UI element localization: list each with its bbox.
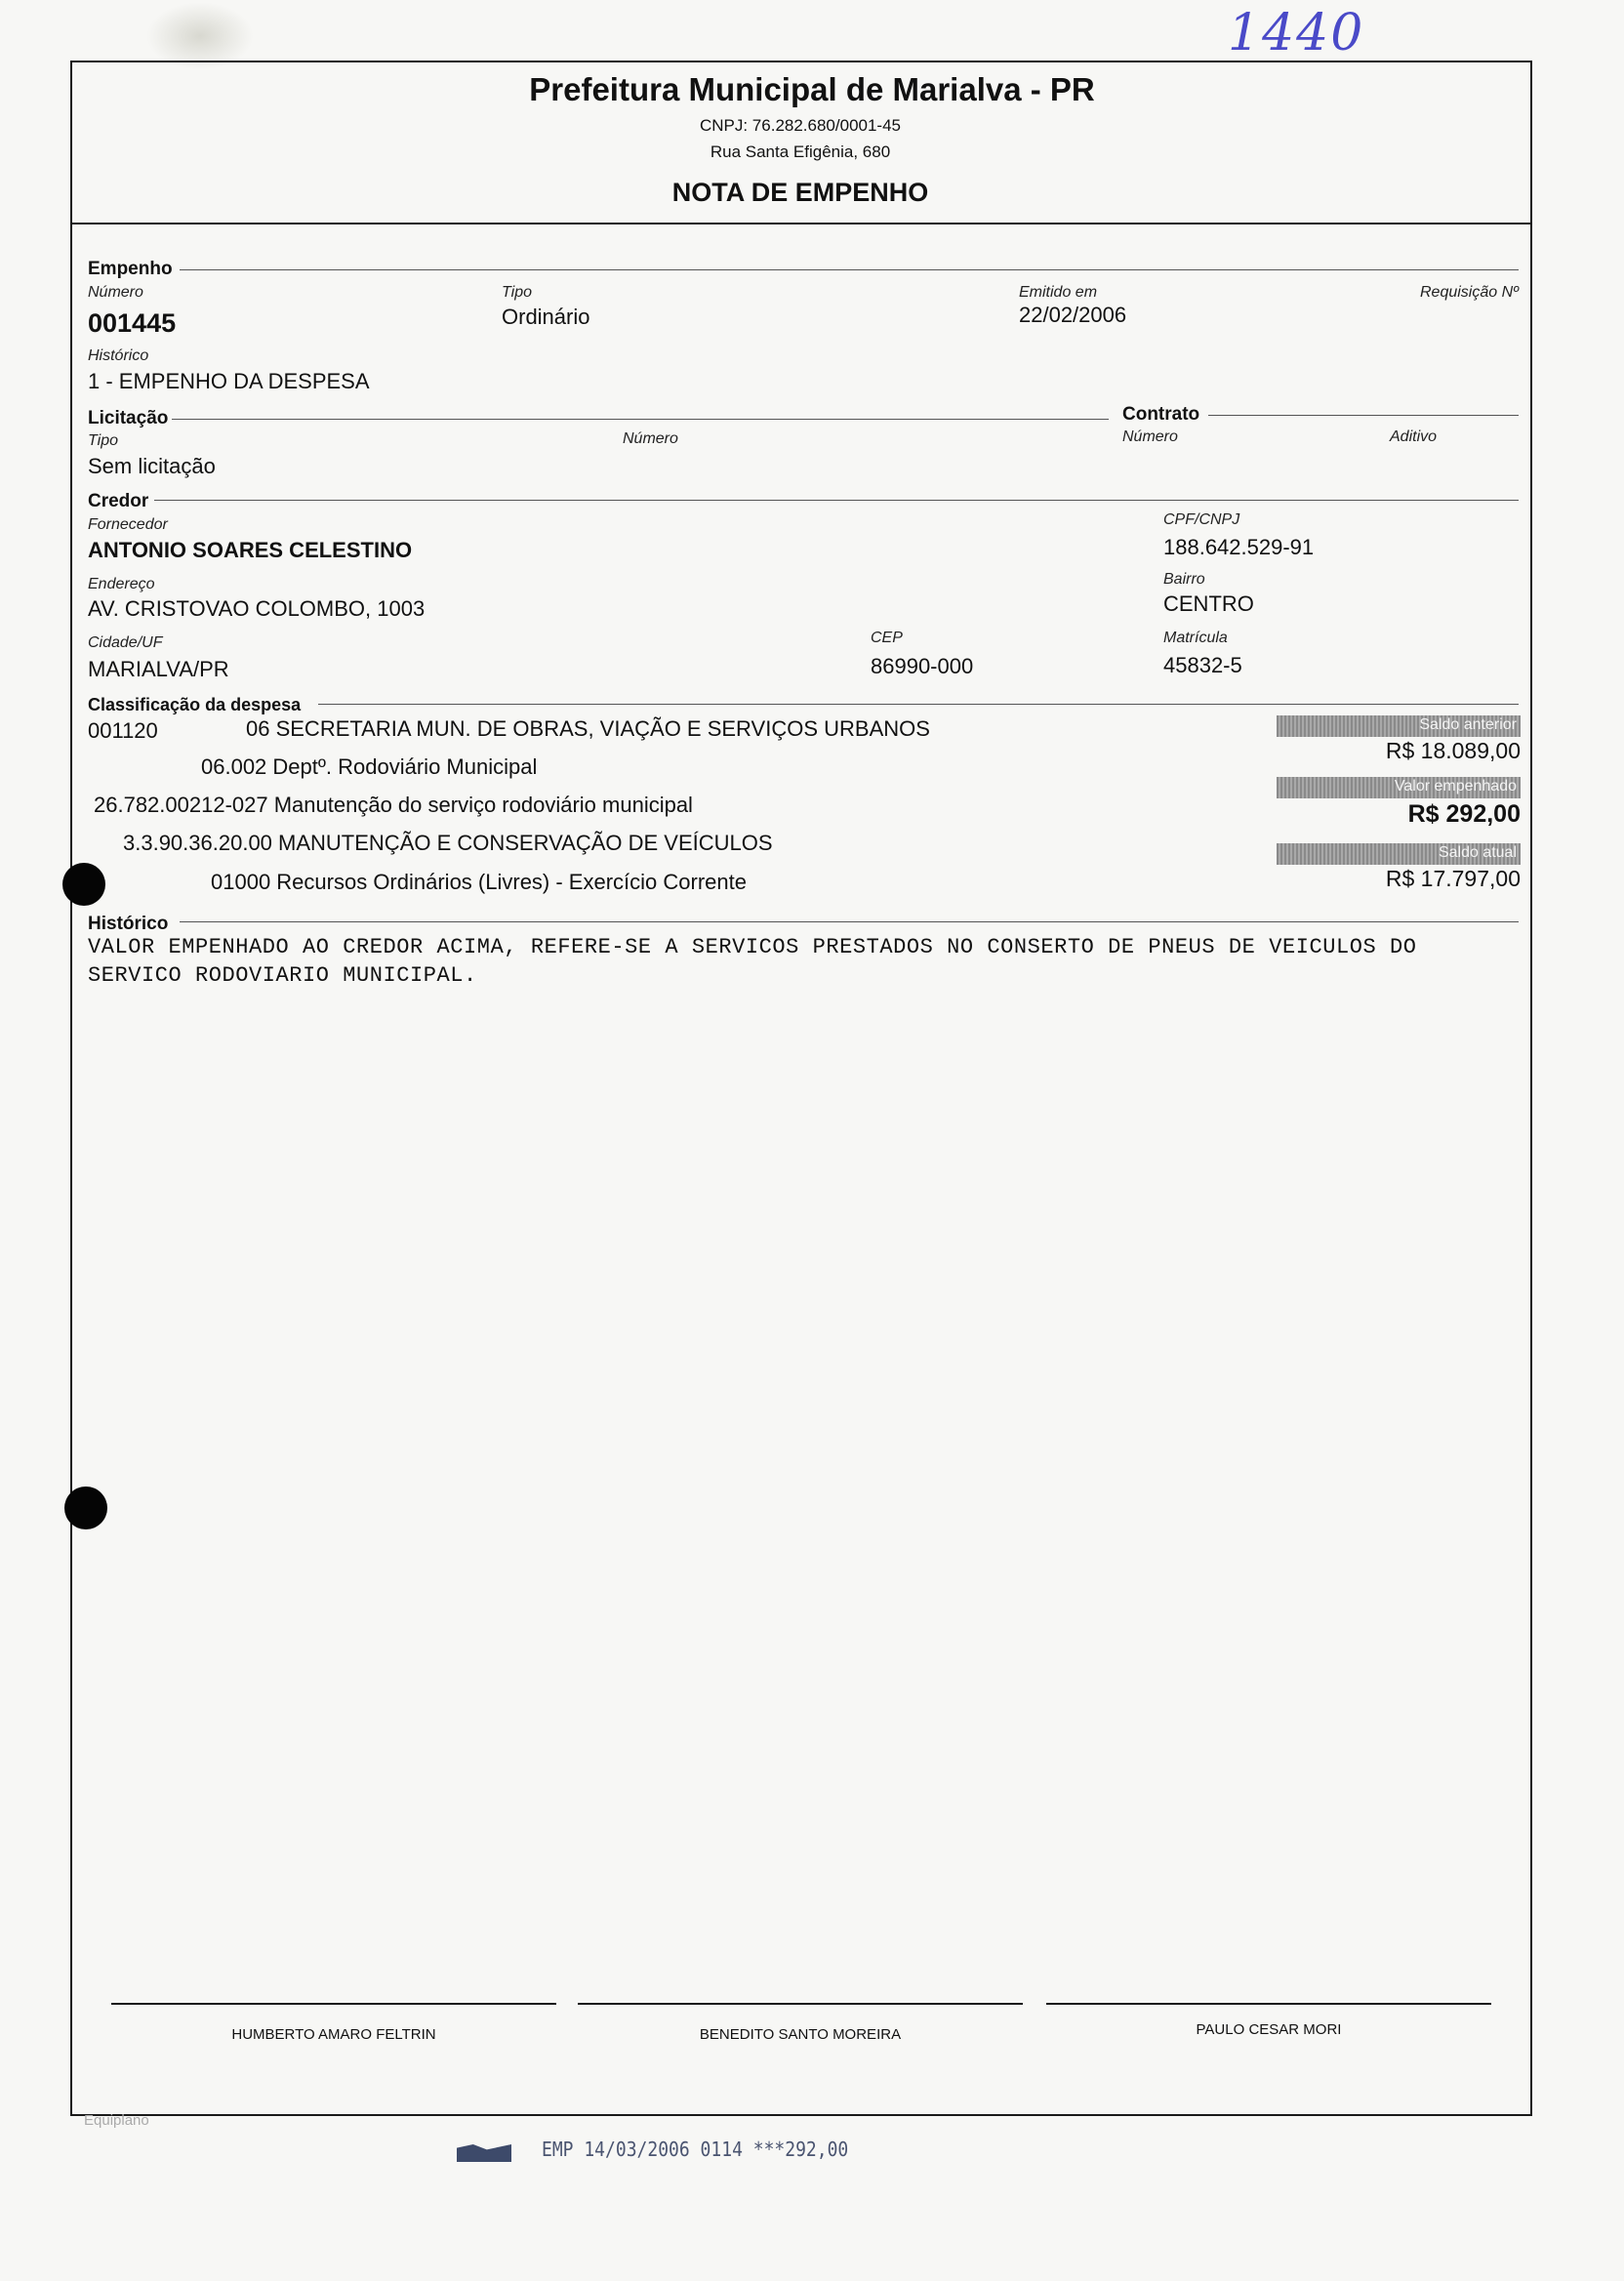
contrato-section-title: Contrato xyxy=(1122,404,1200,425)
classificacao-departamento: 06.002 Deptº. Rodoviário Municipal xyxy=(201,754,538,779)
fornecedor-label: Fornecedor xyxy=(88,516,168,533)
bairro-label: Bairro xyxy=(1163,571,1205,588)
matricula-label: Matrícula xyxy=(1163,630,1228,646)
empenho-historico-label: Histórico xyxy=(88,347,149,364)
cidade-label: Cidade/UF xyxy=(88,634,163,651)
empenho-section-title: Empenho xyxy=(88,259,173,279)
signature-line-3 xyxy=(1046,2003,1491,2005)
saldo-anterior-bar xyxy=(1277,715,1521,737)
emitido-label: Emitido em xyxy=(1019,284,1098,301)
empenho-tipo: Ordinário xyxy=(502,305,590,329)
licitacao-rule xyxy=(172,419,1109,420)
classificacao-secretaria: 06 SECRETARIA MUN. DE OBRAS, VIAÇÃO E SERVIÇOS URBANOS xyxy=(246,716,930,741)
cnpj-line: CNPJ: 76.282.680/0001-45 xyxy=(699,116,902,135)
cep-label: CEP xyxy=(871,630,903,646)
municipality-title: Prefeitura Municipal de Marialva - PR xyxy=(529,71,1095,107)
historico-rule xyxy=(180,921,1519,922)
cpf-label: CPF/CNPJ xyxy=(1163,511,1240,528)
contrato-aditivo-label: Aditivo xyxy=(1390,428,1438,445)
document-title: NOTA DE EMPENHO xyxy=(671,178,929,207)
requisicao-label: Requisição Nº xyxy=(1420,284,1519,301)
cidade-value: MARIALVA/PR xyxy=(88,657,229,681)
cep-value: 86990-000 xyxy=(871,654,974,678)
cpf-value: 188.642.529-91 xyxy=(1163,535,1315,559)
credor-section-title: Credor xyxy=(88,491,149,511)
classificacao-code: 001120 xyxy=(88,718,158,743)
saldo-atual-bar xyxy=(1277,843,1521,865)
header-divider xyxy=(70,223,1532,224)
valor-empenhado-bar xyxy=(1277,777,1521,798)
historico-line-1: VALOR EMPENHADO AO CREDOR ACIMA, REFERE-SE A SERVICOS PRESTADOS NO CONSERTO DE PNEUS DE VEICULOS DO xyxy=(88,935,1417,959)
classificacao-programa: 26.782.00212-027 Manutenção do serviço rodoviário municipal xyxy=(94,793,693,817)
classificacao-elemento: 3.3.90.36.20.00 MANUTENÇÃO E CONSERVAÇÃO DE VEÍCULOS xyxy=(123,831,773,855)
equiplano-brand: Equiplano xyxy=(84,2112,149,2129)
fornecedor-name: ANTONIO SOARES CELESTINO xyxy=(88,538,413,562)
emitido-date: 22/02/2006 xyxy=(1019,303,1127,327)
saldo-atual-value: R$ 17.797,00 xyxy=(1385,866,1521,891)
matricula-value: 45832-5 xyxy=(1163,653,1242,677)
empenho-tipo-label: Tipo xyxy=(502,284,532,301)
empenho-rule xyxy=(180,269,1519,270)
endereco-label: Endereço xyxy=(88,576,155,592)
signature-name-2: BENEDITO SANTO MOREIRA xyxy=(699,2026,902,2043)
licitacao-numero-label: Número xyxy=(623,430,678,447)
classificacao-recurso: 01000 Recursos Ordinários (Livres) - Exercício Corrente xyxy=(211,870,747,894)
punch-hole-bottom xyxy=(64,1487,107,1529)
address-line: Rua Santa Efigênia, 680 xyxy=(710,143,891,161)
saldo-atual-label: Saldo atual xyxy=(1438,844,1517,861)
contrato-numero-label: Número xyxy=(1122,428,1178,445)
signature-line-1 xyxy=(111,2003,556,2005)
contrato-rule xyxy=(1208,415,1519,416)
saldo-anterior-label: Saldo anterior xyxy=(1419,716,1517,733)
historico-section-title: Histórico xyxy=(88,914,169,934)
saldo-anterior-value: R$ 18.089,00 xyxy=(1385,738,1521,763)
mechanical-stamp: EMP 14/03/2006 0114 ***292,00 xyxy=(542,2138,849,2161)
valor-empenhado-value: R$ 292,00 xyxy=(1407,800,1521,828)
endereco-value: AV. CRISTOVAO COLOMBO, 1003 xyxy=(88,596,426,621)
handwritten-page-number: 1440 xyxy=(1228,4,1365,62)
signature-name-1: HUMBERTO AMARO FELTRIN xyxy=(231,2026,436,2043)
classificacao-section-title: Classificação da despesa xyxy=(88,695,302,714)
punch-hole-top xyxy=(62,863,105,906)
signature-line-2 xyxy=(578,2003,1023,2005)
licitacao-section-title: Licitação xyxy=(88,408,169,428)
bairro-value: CENTRO xyxy=(1163,591,1254,616)
licitacao-tipo: Sem licitação xyxy=(88,454,216,478)
historico-line-2: SERVICO RODOVIARIO MUNICIPAL. xyxy=(88,963,477,988)
classificacao-rule xyxy=(318,704,1519,705)
valor-empenhado-label: Valor empenhado xyxy=(1394,778,1517,794)
licitacao-tipo-label: Tipo xyxy=(88,432,118,449)
signature-name-3: PAULO CESAR MORI xyxy=(1196,2021,1342,2038)
empenho-numero: 001445 xyxy=(88,308,177,338)
credor-rule xyxy=(154,500,1519,501)
empenho-numero-label: Número xyxy=(88,284,143,301)
empenho-historico: 1 - EMPENHO DA DESPESA xyxy=(88,369,370,393)
stamp-logo xyxy=(457,2144,511,2162)
